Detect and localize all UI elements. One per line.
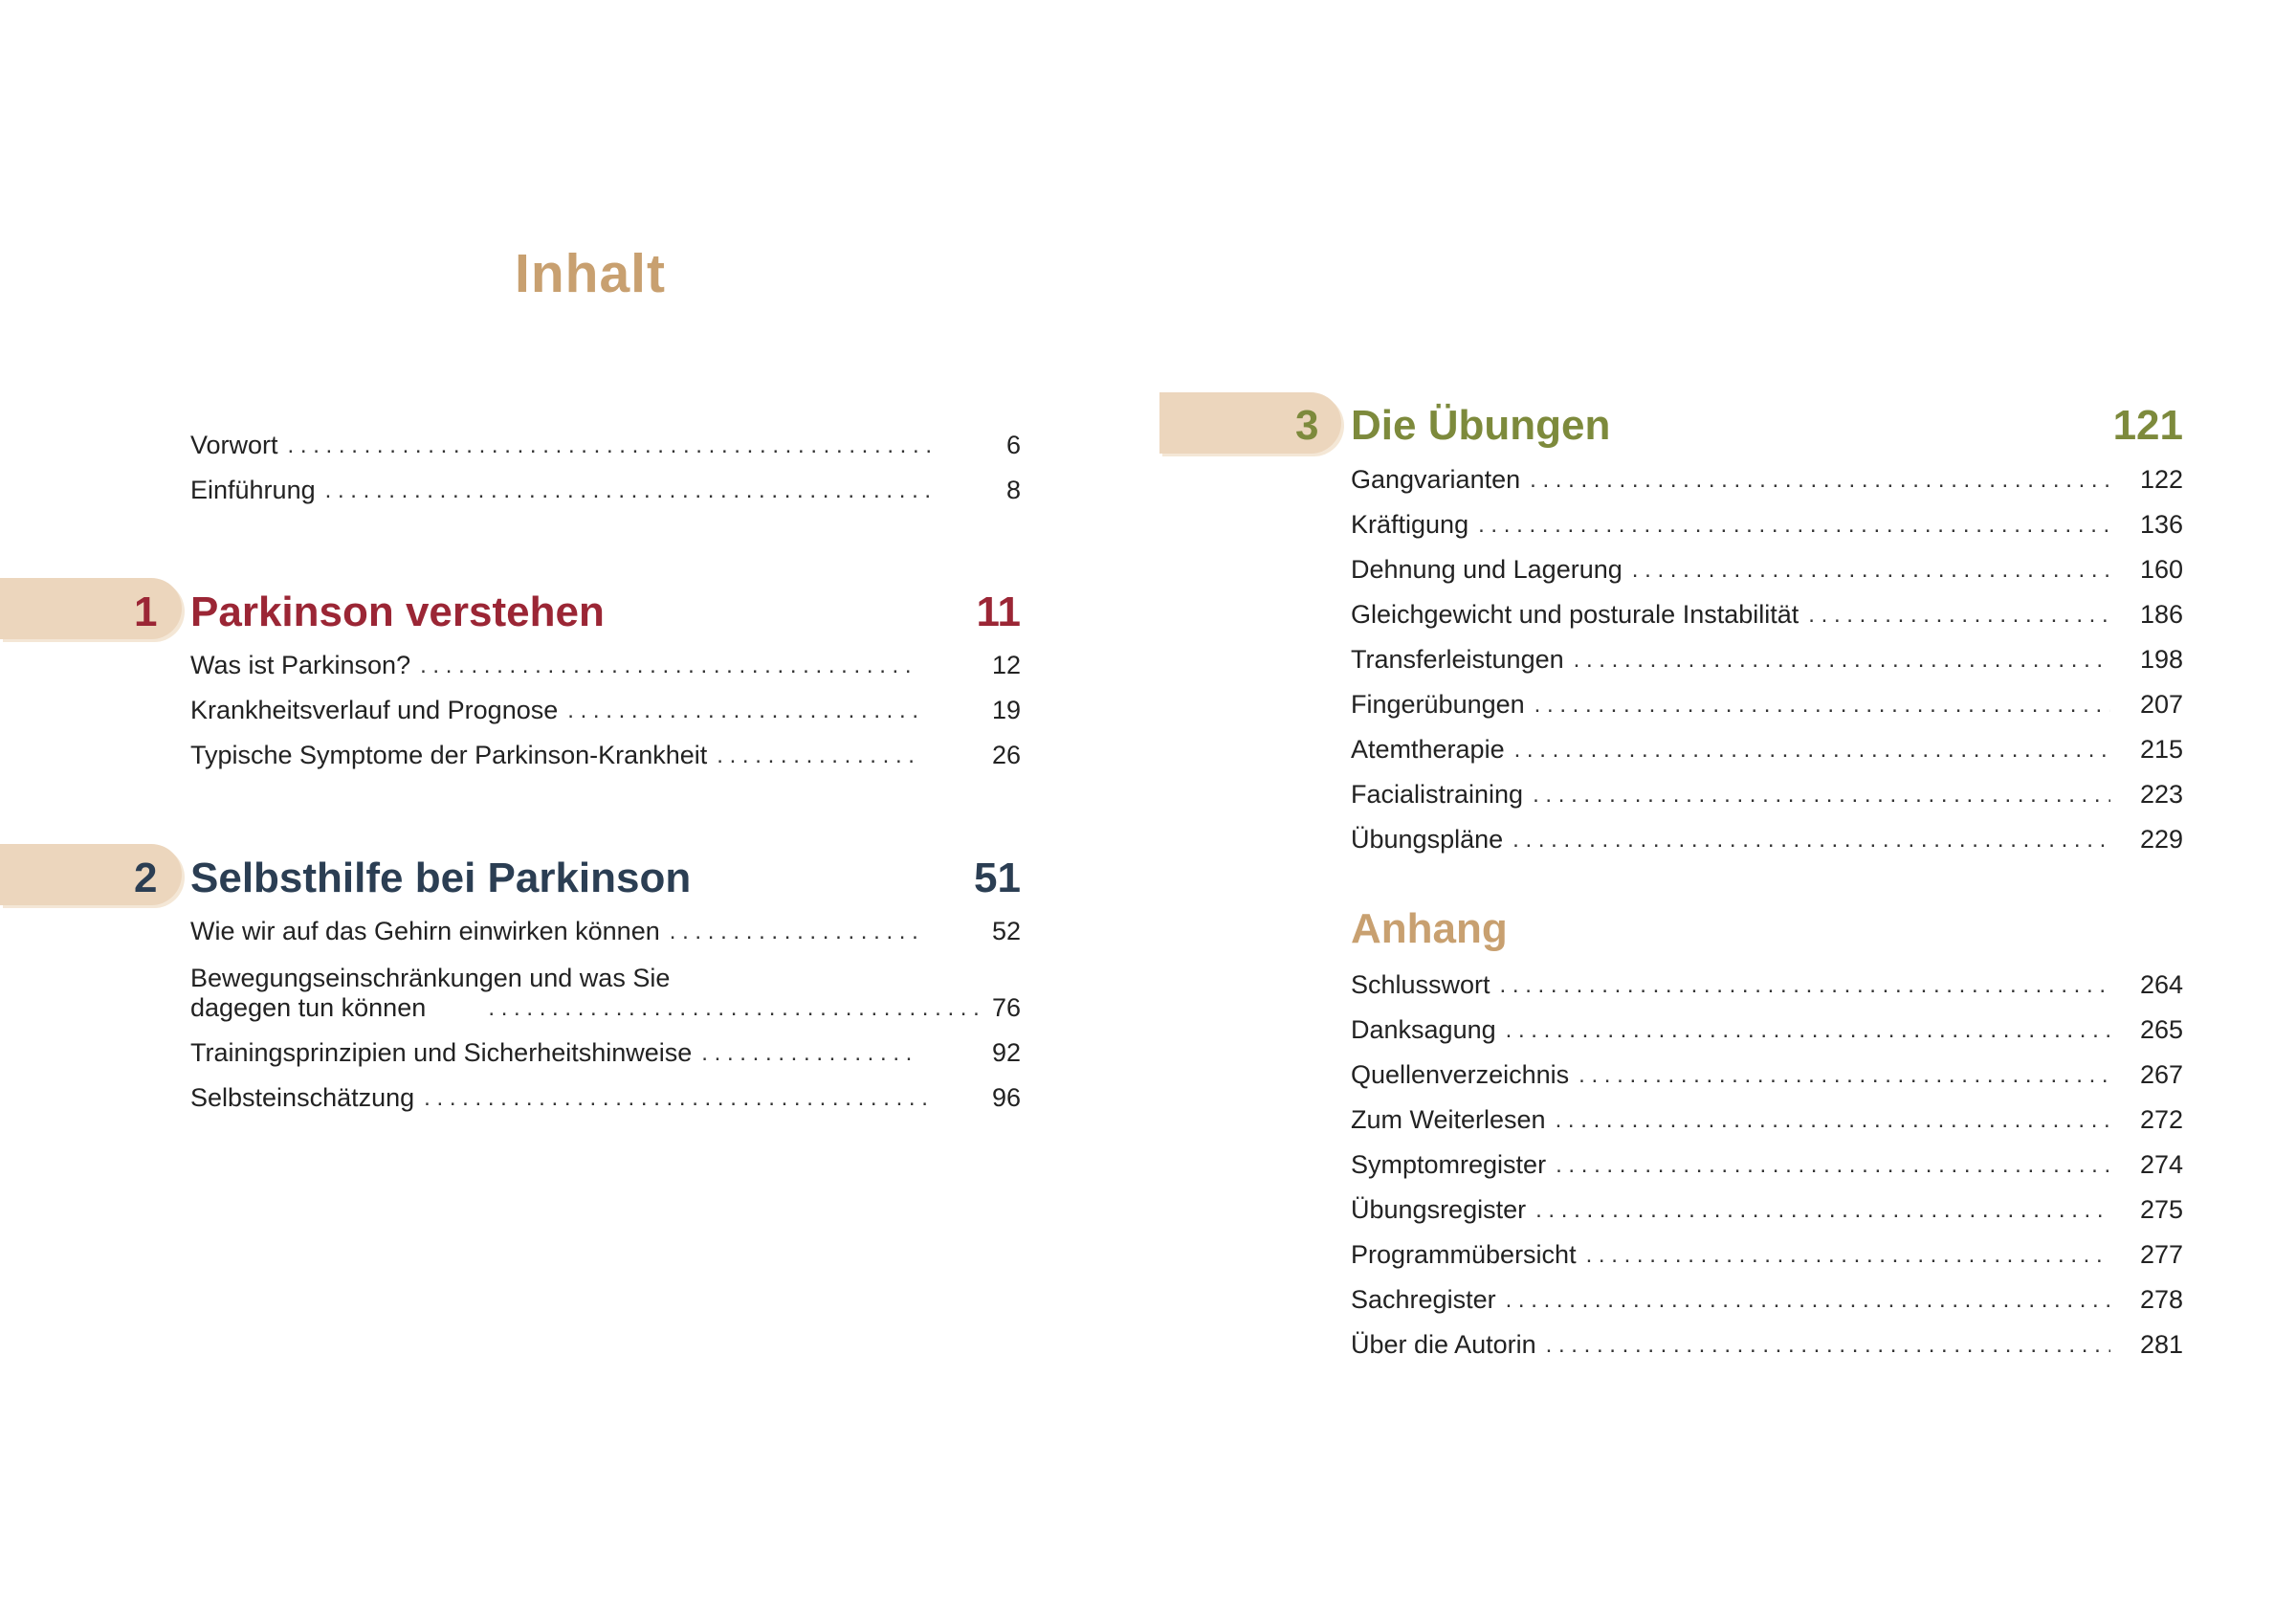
toc-entry-page: 26: [991, 740, 1021, 769]
toc-entry-page: 278: [2139, 1284, 2183, 1314]
toc-entry[interactable]: [1351, 495, 2183, 540]
toc-entry-label: Vorwort: [190, 430, 278, 459]
toc-entry-page: 223: [2139, 779, 2183, 809]
toc-entry[interactable]: [190, 680, 1021, 725]
chapter-2-page: 51: [974, 855, 1021, 901]
toc-entry-label: Trainingsprinzipien und Sicherheitshinweise: [190, 1037, 693, 1067]
toc-entry-label: Symptomregister: [1351, 1149, 1547, 1179]
toc-entry-page: 8: [1005, 475, 1021, 504]
dot-leader: [567, 698, 923, 725]
toc-entry[interactable]: [190, 1068, 1021, 1113]
toc-entry-label: Selbsteinschätzung: [190, 1082, 415, 1112]
chapter-3-page: 121: [2112, 402, 2183, 449]
toc-entry-label: Wie wir auf das Gehirn einwirken können: [190, 916, 660, 945]
dot-leader: [1512, 827, 2110, 855]
toc-entry-page: 267: [2139, 1059, 2183, 1089]
toc-entry-page: 6: [1005, 430, 1021, 459]
toc-entry[interactable]: [1351, 1225, 2183, 1270]
toc-entry-label: Quellenverzeichnis: [1351, 1059, 1570, 1089]
dot-leader: [1574, 647, 2110, 675]
toc-entry[interactable]: [1351, 810, 2183, 855]
toc-entry-label: Programmübersicht: [1351, 1239, 1577, 1269]
dot-leader: [1535, 1197, 2110, 1225]
intro-list: [190, 415, 1021, 505]
toc-entry-page: 96: [991, 1082, 1021, 1112]
toc-entry[interactable]: [1351, 1090, 2183, 1135]
dot-leader: [670, 919, 920, 946]
toc-entry-page: 19: [991, 695, 1021, 724]
toc-entry[interactable]: [1351, 1135, 2183, 1180]
toc-entry-page: 122: [2139, 464, 2183, 494]
toc-entry-label: Einführung: [190, 475, 316, 504]
toc-entry-page: 136: [2139, 509, 2183, 539]
toc-entry[interactable]: [1351, 765, 2183, 810]
toc-entry-page: 92: [991, 1037, 1021, 1067]
toc-entry-page: 186: [2139, 599, 2183, 629]
toc-entry-page: 277: [2139, 1239, 2183, 1269]
chapter-2-entries: [190, 901, 1021, 1113]
chapter-2-title[interactable]: Selbsthilfe bei Parkinson: [190, 855, 692, 901]
dot-leader: [701, 1040, 917, 1068]
dot-leader: [1578, 1062, 2110, 1090]
dot-leader: [488, 995, 984, 1023]
chapter-2-number: 2: [134, 855, 158, 901]
toc-entry[interactable]: [1351, 1180, 2183, 1225]
appendix-entries: [1351, 955, 2183, 1360]
toc-entry-label: Übungspläne: [1351, 824, 1504, 854]
toc-entry[interactable]: [1351, 675, 2183, 720]
toc-entry-page: 207: [2139, 689, 2183, 719]
dot-leader: [1514, 737, 2110, 765]
toc-entry[interactable]: [190, 946, 1021, 1023]
toc-entry-label: Sachregister: [1351, 1284, 1496, 1314]
toc-entry[interactable]: [190, 1023, 1021, 1068]
toc-entry-label: Kräftigung: [1351, 509, 1469, 539]
toc-entry-label: Gangvarianten: [1351, 464, 1521, 494]
toc-entry[interactable]: [1351, 1270, 2183, 1315]
toc-entry-label: Krankheitsverlauf und Prognose: [190, 695, 559, 724]
toc-entry-label: Atemtherapie: [1351, 734, 1505, 764]
toc-entry-label: Bewegungseinschränkungen und was Sie dagegen tun können: [190, 963, 671, 1022]
chapter-1-entries: [190, 635, 1021, 770]
toc-entry-label: Zum Weiterlesen: [1351, 1104, 1546, 1134]
toc-entry-label: Transferleistungen: [1351, 644, 1564, 674]
toc-entry-page: 76: [991, 992, 1021, 1022]
dot-leader: [420, 653, 917, 680]
chapter-3-number: 3: [1295, 402, 1319, 449]
chapter-1-title[interactable]: Parkinson verstehen: [190, 588, 605, 635]
chapter-1-page: 11: [976, 588, 1021, 635]
toc-entry-page: 160: [2139, 554, 2183, 584]
dot-leader: [1478, 512, 2110, 540]
dot-leader: [1506, 1287, 2110, 1315]
chapter-3-entries: [1351, 450, 2183, 855]
toc-entry-label: Dehnung und Lagerung: [1351, 554, 1623, 584]
dot-leader: [1530, 467, 2110, 495]
toc-entry-page: 229: [2139, 824, 2183, 854]
appendix-title[interactable]: Anhang: [1351, 905, 1508, 952]
page-title: Inhalt: [515, 243, 666, 304]
toc-entry-page: 265: [2139, 1014, 2183, 1044]
toc-entry-einfuehrung[interactable]: [190, 460, 1021, 505]
toc-entry[interactable]: [1351, 720, 2183, 765]
toc-entry-page: 198: [2139, 644, 2183, 674]
toc-entry-label: Fingerübungen: [1351, 689, 1525, 719]
toc-entry-label: Typische Symptome der Parkinson-Krankheit: [190, 740, 708, 769]
toc-entry-page: 52: [991, 916, 1021, 945]
toc-entry-page: 12: [991, 650, 1021, 679]
dot-leader: [1586, 1242, 2110, 1270]
toc-entry[interactable]: [1351, 450, 2183, 495]
toc-entry[interactable]: [1351, 955, 2183, 1000]
dot-leader: [1556, 1107, 2110, 1135]
toc-entry-vorwort[interactable]: [190, 415, 1021, 460]
toc-entry-label: Gleichgewicht und posturale Instabilität: [1351, 599, 1799, 629]
dot-leader: [325, 477, 934, 505]
toc-entry-page: 272: [2139, 1104, 2183, 1134]
toc-entry[interactable]: [1351, 540, 2183, 585]
dot-leader: [1533, 782, 2110, 810]
chapter-3-title[interactable]: Die Übungen: [1351, 402, 1611, 449]
toc-entry-label: Danksagung: [1351, 1014, 1496, 1044]
dot-leader: [1808, 602, 2110, 630]
toc-entry-page: 274: [2139, 1149, 2183, 1179]
dot-leader: [717, 743, 921, 770]
toc-entry-label: Facialistraining: [1351, 779, 1524, 809]
toc-entry[interactable]: [1351, 630, 2183, 675]
dot-leader: [1500, 972, 2110, 1000]
toc-entry-page: 215: [2139, 734, 2183, 764]
toc-entry-label: Übungsregister: [1351, 1194, 1527, 1224]
toc-entry[interactable]: [1351, 585, 2183, 630]
dot-leader: [424, 1085, 929, 1113]
toc-entry[interactable]: [1351, 1045, 2183, 1090]
dot-leader: [1632, 557, 2110, 585]
toc-entry[interactable]: [190, 901, 1021, 946]
dot-leader: [1556, 1152, 2110, 1180]
toc-entry[interactable]: [1351, 1315, 2183, 1360]
toc-entry-page: 275: [2139, 1194, 2183, 1224]
dot-leader: [288, 433, 938, 460]
toc-entry-label: Was ist Parkinson?: [190, 650, 411, 679]
toc-entry-page: 264: [2139, 969, 2183, 999]
toc-entry[interactable]: [190, 725, 1021, 770]
dot-leader: [1534, 692, 2110, 720]
toc-entry-label: Schlusswort: [1351, 969, 1490, 999]
toc-entry[interactable]: [1351, 1000, 2183, 1045]
toc-entry[interactable]: [190, 635, 1021, 680]
toc-entry-page: 281: [2139, 1329, 2183, 1359]
dot-leader: [1546, 1332, 2110, 1360]
dot-leader: [1506, 1017, 2110, 1045]
chapter-1-number: 1: [134, 588, 158, 635]
toc-entry-label: Über die Autorin: [1351, 1329, 1536, 1359]
